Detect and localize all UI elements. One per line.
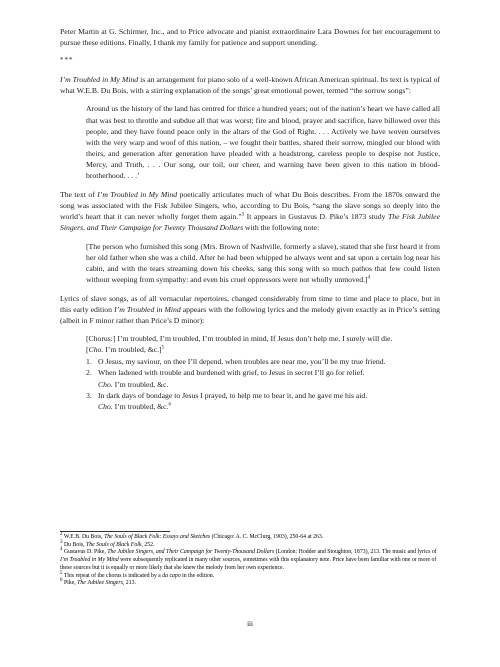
work-title: I’m Troubled in My Mind — [97, 190, 178, 200]
lyrics-chorus: [Chorus:] I’m troubled, I’m troubled, I’m troubled in mind, If Jesus don’t help me, I surely will die. — [86, 334, 393, 344]
verse-item: 2. When ladened with trouble and burdened with grief, to Jesus in secret I’ll go for relief. Cho. I’m troubled, &c. — [86, 368, 365, 389]
verse-item: 3. In dark days of bondage to Jesus I prayed, to help me to bear it, and he gave me his aid. Cho. I’m troubled, &c.$^6$ — [86, 390, 368, 411]
paragraph-du-bois-intro: I’m Troubled in My Mind is an arrangement for piano solo of a well-known African American spiritual. Its text is typical of what W.E.B. Du Bois, with a stirring explanation of the songs’ great emotional power, termed “the sorrow songs”: — [60, 75, 440, 96]
footnote-ref[interactable]: 6 — [168, 402, 171, 408]
footnote-divider — [60, 531, 170, 532]
lyrics-verses — [86, 356, 440, 411]
footnotes — [60, 534, 440, 588]
paragraph-fisk-jubilee: The text of I’m Troubled in My Mind poetically articulates much of what Du Bois describes. From the 1870s onward the song was associated with the Fisk Jubilee Singers, who, according to Du Bois, “sang the slave songs so deeply into the world’s heart that it can never wholly forget them again.”$^3$ It appears in Gustavus D. Pike’s 1873 study The Fisk Jubilee Singers, and Their Campaign for Twenty Thousand Dollars with the following note: — [60, 190, 441, 233]
footnote: $^3$ Du Bois, The Souls of Black Folk, 252. — [60, 539, 155, 548]
footnote: $^2$ W.E.B. Du Bois, The Souls of Black Folk: Essays and Sketches (Chicago: A. C. McClurg, 1903), 250-64 at 263. — [60, 532, 324, 540]
intro-paragraph: Peter Martin at G. Schirmer, Inc., and to Price advocate and pianist extraordinaire Lara Downes for her encouragement to pursue these editions. Finally, I thank my family for patience and support unending. — [60, 27, 440, 48]
block-quote-pike: [The person who furnished this song (Mrs. Brown of Nashville, formerly a slave), stated that she first heard it from her old father when she was a child. After he had been whipped he always went and sat upon a certain log near his cabin, and with the tears streaming down his cheeks, sang this song with so much pathos that few could listen without weeping from sympathy: and even his cruel oppressors were not wholly unmoved.]$^4$ — [86, 241, 440, 284]
work-title: I’m Troubled in My Mind — [60, 75, 139, 85]
lyrics-block — [86, 333, 440, 412]
lyrics-chorus-repeat: [Cho. I’m troubled, &c.]$^5$ — [86, 345, 165, 355]
footnote: $^6$ Pike, The Jubilee Singers, 213. — [60, 578, 136, 587]
page-number: iii — [247, 620, 253, 628]
paragraph-lyrics-intro: Lyrics of slave songs, as of all vernacular repertoires, changed considerably from time to time and place to place, but in this early edition I’m Troubled in Mind appears with the following lyrics and the melody given exactly as in Price’s setting (albeit in F minor rather than Price’s D minor): — [60, 293, 440, 326]
footnote-ref[interactable]: 3 — [241, 212, 245, 218]
footnote: $^4$ Gustavus D. Pike, The Jubilee Singers, and Their Campaign for Twenty-Thousand Dollars (London: Hodder and Stoughton, 1873), 213. The music and lyrics of I’m Troubled in My Mind were subsequently replicated in many other sources, sometimes with this explanatory note. Price have been familiar with one or more of these sources but it is equally or more likely that she knew the melody from her own experience. — [60, 547, 437, 571]
block-quote-du-bois: Around us the history of the land has centred for thrice a hundred years; out of the nation’s heart we have called all that was best to throttle and subdue all that was worst; fire and blood, prayer and sacrifice, have billowed over this people, and they have found peace only in the altars of the God of Right. . . . Actively we have woven ourselves with the very warp and woof of this nation, – we fought their battles, shared their sorrow, mingled our blood with theirs, and generation after generation have pleaded with a headstrong, careless people to despise not Justice, Mercy, and Truth, . . . Our song, our toil, our cheer, and warning have been given to this nation in blood-brotherhood. . . .’ — [86, 104, 440, 181]
work-title: I’m Troubled in Mind — [114, 304, 181, 314]
footnote: $^5$ This repeat of the chorus is indicated by a da capo in the edition. — [60, 570, 215, 579]
section-separator: *** — [60, 56, 74, 65]
verse-item: 1. O Jesus, my saviour, on thee I’ll depend, when troubles are near me, you’ll be my true friend. — [86, 357, 386, 367]
book-title: The Fisk Jubilee Singers, and Their Campaign for Twenty Thousand Dollars — [60, 212, 441, 233]
footnote-ref[interactable]: 5 — [161, 345, 165, 351]
footnote-ref[interactable]: 4 — [367, 275, 371, 281]
